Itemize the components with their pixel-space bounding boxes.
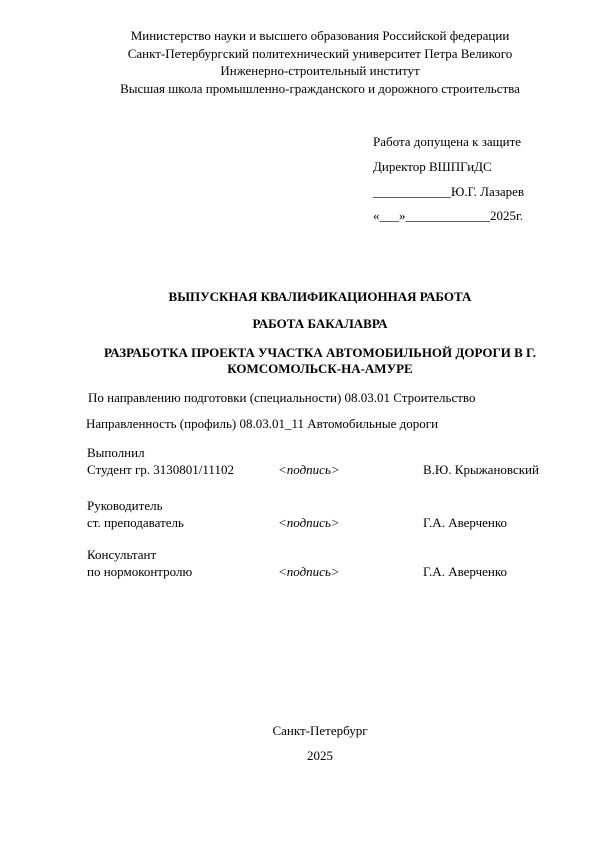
signature-role: Консультант (87, 547, 157, 562)
signature-mark: <подпись> (278, 564, 340, 579)
signature-mark: <подпись> (278, 515, 340, 530)
institute-name: Инженерно-строительный институт (220, 63, 420, 78)
signature-name: Г.А. Аверченко (423, 515, 508, 530)
signature-role: Руководитель (87, 498, 163, 513)
degree-title: РАБОТА БАКАЛАВРА (252, 316, 388, 331)
university-name: Санкт-Петербургский политехнический университет Петра Великого (127, 46, 513, 61)
direction-field: По направлению подготовки (специальности) 08.03.01 Строительство (88, 390, 476, 405)
ministry-name: Министерство науки и высшего образования Российской федерации (130, 28, 510, 43)
signature-mark: <подпись> (278, 462, 340, 477)
signature-role: Выполнил (87, 445, 145, 460)
footer-city: Санкт-Петербург (272, 723, 368, 738)
approval-date-line: «___»_____________2025г. (373, 208, 524, 223)
approval-admitted: Работа допущена к защите (373, 134, 522, 149)
signature-detail: по нормоконтролю (87, 564, 193, 579)
signature-detail: ст. преподаватель (87, 515, 184, 530)
work-type-title: ВЫПУСКНАЯ КВАЛИФИКАЦИОННАЯ РАБОТА (168, 289, 472, 304)
approval-position: Директор ВШПГиДС (373, 159, 492, 174)
topic-title-line1: РАЗРАБОТКА ПРОЕКТА УЧАСТКА АВТОМОБИЛЬНОЙ ДОРОГИ В Г. (103, 345, 537, 360)
footer-year: 2025 (307, 748, 333, 763)
signature-name: В.Ю. Крыжановский (423, 462, 539, 477)
profile-field: Направленность (профиль) 08.03.01_11 Автомобильные дороги (86, 416, 439, 431)
signature-name: Г.А. Аверченко (423, 564, 508, 579)
approval-signature-line: ____________Ю.Г. Лазарев (373, 184, 525, 199)
school-name: Высшая школа промышленно-гражданского и дорожного строительства (120, 81, 520, 96)
signature-detail: Студент гр. 3130801/11102 (87, 462, 234, 477)
topic-title-line2: КОМСОМОЛЬСК-НА-АМУРЕ (227, 361, 413, 376)
